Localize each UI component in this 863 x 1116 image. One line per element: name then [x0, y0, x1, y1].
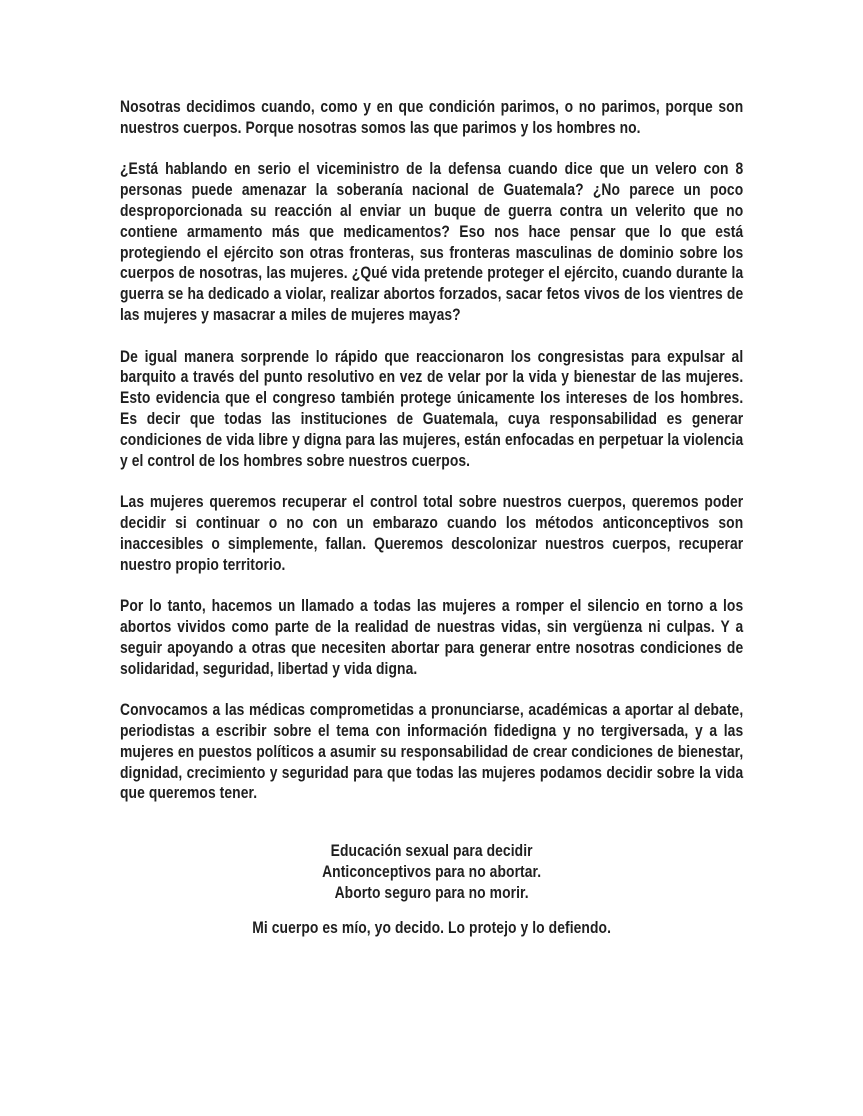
- paragraph-1: Nosotras decidimos cuando, como y en que condición parimos, o no parimos, porque son nuestros cuerpos. Porque nosotras somos las que parimos y los hombres no.: [120, 98, 744, 137]
- paragraph-5: Por lo tanto, hacemos un llamado a todas las mujeres a romper el silencio en torno a los abortos vividos como parte de la realidad de nuestras vidas, sin vergüenza ni culpas. Y a seguir apoyando a otras que necesiten abortar para generar entre nosotras condiciones de solidaridad, seguridad, libertad y vida digna.: [120, 597, 744, 678]
- closing-line: Mi cuerpo es mío, yo decido. Lo protejo y lo defiendo.: [252, 919, 612, 938]
- slogan-line-1: Educación sexual para decidir: [330, 842, 533, 861]
- document-text-block: [120, 97, 743, 939]
- slogan-block: [120, 841, 743, 939]
- paragraph-3: De igual manera sorprende lo rápido que reaccionaron los congresistas para expulsar al barquito a través del punto resolutivo en vez de velar por la vida y bienestar de las mujeres. Esto evidencia que el congreso también protege únicamente los intereses de los hombres. Es decir que todas las instituciones de Guatemala, cuya responsabilidad es generar condiciones de vida libre y digna para las mujeres, están enfocadas en perpetuar la violencia y el control de los hombres sobre nuestros cuerpos.: [120, 347, 744, 470]
- paragraph-4: Las mujeres queremos recuperar el control total sobre nuestros cuerpos, queremos poder decidir si continuar o no con un embarazo cuando los métodos anticonceptivos son inaccesibles o simplemente, fallan. Queremos descolonizar nuestros cuerpos, recuperar nuestro propio territorio.: [120, 493, 744, 574]
- paragraph-2: ¿Está hablando en serio el viceministro de la defensa cuando dice que un velero con 8 personas puede amenazar la soberanía nacional de Guatemala? ¿No parece un poco desproporcionada su reacción al enviar un buque de guerra contra un velerito que no contiene armamento más que medicamentos? Eso nos hace pensar que lo que está protegiendo el ejército son otras fronteras, sus fronteras masculinas de dominio sobre los cuerpos de nosotras, las mujeres. ¿Qué vida pretende proteger el ejército, cuando durante la guerra se ha dedicado a violar, realizar abortos forzados, sacar fetos vivos de los vientres de las mujeres y masacrar a miles de mujeres mayas?: [120, 160, 744, 324]
- slogan-line-2: Anticonceptivos para no abortar.: [322, 862, 542, 881]
- paragraph-6: Convocamos a las médicas comprometidas a pronunciarse, académicas a aportar al debate, periodistas a escribir sobre el tema con información fidedigna y no tergiversada, y a las mujeres en puestos políticos a asumir su responsabilidad de crear condiciones de bienestar, dignidad, crecimiento y seguridad para que todas las mujeres podamos decidir sobre la vida que queremos tener.: [120, 701, 744, 803]
- slogan-line-3: Aborto seguro para no morir.: [334, 883, 529, 902]
